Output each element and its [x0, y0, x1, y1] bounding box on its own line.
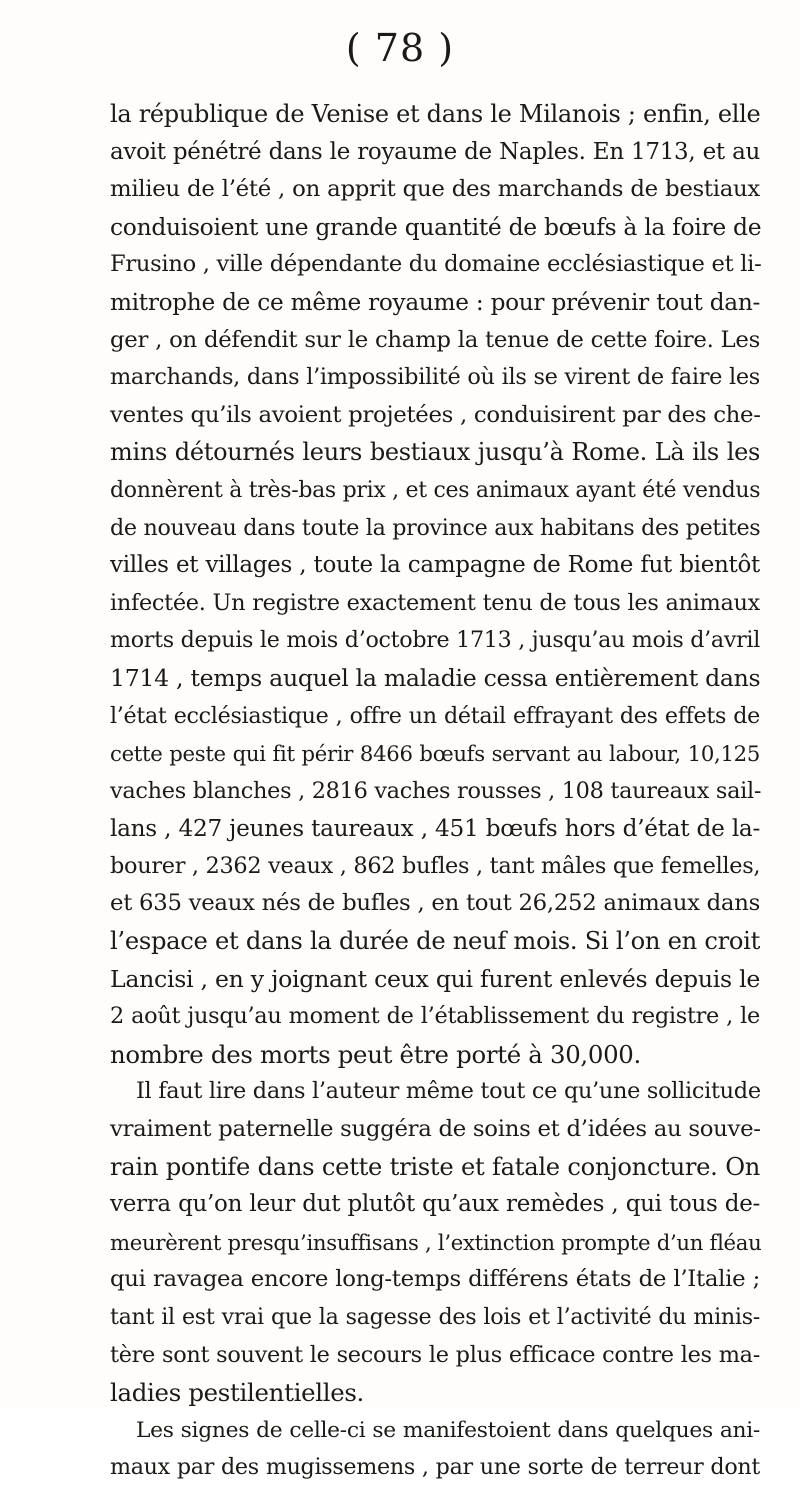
text-line: lans , 427 jeunes taureaux , 451 bœufs hors d’état de la- — [110, 815, 760, 843]
text-line: mins détournés leurs bestiaux jusqu’à Rome. Là ils les — [110, 438, 760, 467]
text-line: rain pontife dans cette triste et fatale conjoncture. On — [110, 1152, 760, 1181]
paragraph — [110, 1073, 760, 1411]
text-line: mitrophe de ce même royaume : pour prévenir tout dan- — [110, 288, 760, 316]
text-line: bourer , 2362 veaux , 862 bufles , tant mâles que femelles, — [110, 852, 761, 879]
text-line: Les signes de celle-ci se manifestoient dans quelques ani- — [136, 1417, 760, 1443]
text-line: donnèrent à très-bas prix , et ces animaux ayant été vendus — [110, 477, 761, 503]
text-line: maux par des mugissemens , par une sorte de terreur dont — [110, 1454, 760, 1481]
text-line: verra qu’on leur dut plutôt qu’aux remèdes , qui tous de- — [110, 1191, 760, 1218]
text-line: Frusino , ville dépendante du domaine ecclésiastique et li- — [110, 251, 762, 278]
text-line: tère sont souvent le secours le plus efficace contre les ma- — [110, 1341, 760, 1368]
text-line: meurèrent presqu’insuffisans , l’extinction prompte d’un fléau — [110, 1229, 762, 1255]
text-line: Il faut lire dans l’auteur même tout ce qu’une sollicitude — [136, 1078, 761, 1105]
text-line: qui ravagea encore long-temps différens états de l’Italie ; — [110, 1266, 760, 1293]
text-line: et 635 veaux nés de bufles , en tout 26,252 animaux dans — [110, 890, 760, 917]
text-line: l’état ecclésiastique , offre un détail effrayant des effets de — [110, 702, 760, 729]
paragraph — [110, 96, 760, 1073]
text-line: villes et villages , toute la campagne de Rome fut bientôt — [110, 552, 760, 579]
text-line: ventes qu’ils avoient projetées , conduisirent par des che- — [110, 401, 761, 428]
text-line: ladies pestilentielles. — [110, 1378, 365, 1408]
text-line: de nouveau dans toute la province aux habitans des petites — [110, 514, 761, 541]
text-line: nombre des morts peut être porté à 30,000. — [110, 1039, 641, 1069]
text-line: cette peste qui fit périr 8466 bœufs servant au labour, 10,125 — [110, 741, 760, 767]
text-line: infectée. Un registre exactement tenu de tous les animaux — [110, 589, 760, 616]
body-text — [110, 96, 760, 1487]
text-line: avoit pénétré dans le royaume de Naples. En 1713, et au — [110, 138, 760, 165]
text-line: conduisoient une grande quantité de bœufs à la foire de — [110, 212, 762, 241]
text-line: milieu de l’été , on apprit que des marchands de bestiaux — [110, 176, 760, 203]
page-number: ( 78 ) — [345, 26, 455, 70]
text-line: vaches blanches , 2816 vaches rousses , 108 taureaux sail- — [110, 777, 762, 804]
text-line: morts depuis le mois d’octobre 1713 , jusqu’au mois d’avril — [110, 627, 760, 654]
text-line: ger , on défendit sur le champ la tenue de cette foire. Les — [110, 326, 760, 353]
text-line: vraiment paternelle suggéra de soins et d’idées au souve- — [110, 1116, 761, 1143]
paragraph — [110, 1412, 760, 1487]
text-line: 2 août jusqu’au moment de l’établissement du registre , le — [110, 1003, 760, 1030]
text-line: Lancisi , en y joignant ceux qui furent enlevés depuis le — [110, 964, 760, 993]
text-line: l’espace et dans la durée de neuf mois. Si l’on en croit — [110, 927, 760, 956]
text-line: 1714 , temps auquel la maladie cessa entièrement dans — [110, 663, 761, 692]
text-line: la république de Venise et dans le Milanois ; enfin, elle — [110, 100, 761, 128]
text-line: tant il est vrai que la sagesse des lois et l’activité du minis- — [110, 1304, 760, 1330]
text-line: marchands, dans l’impossibilité où ils se virent de faire les — [110, 364, 760, 391]
